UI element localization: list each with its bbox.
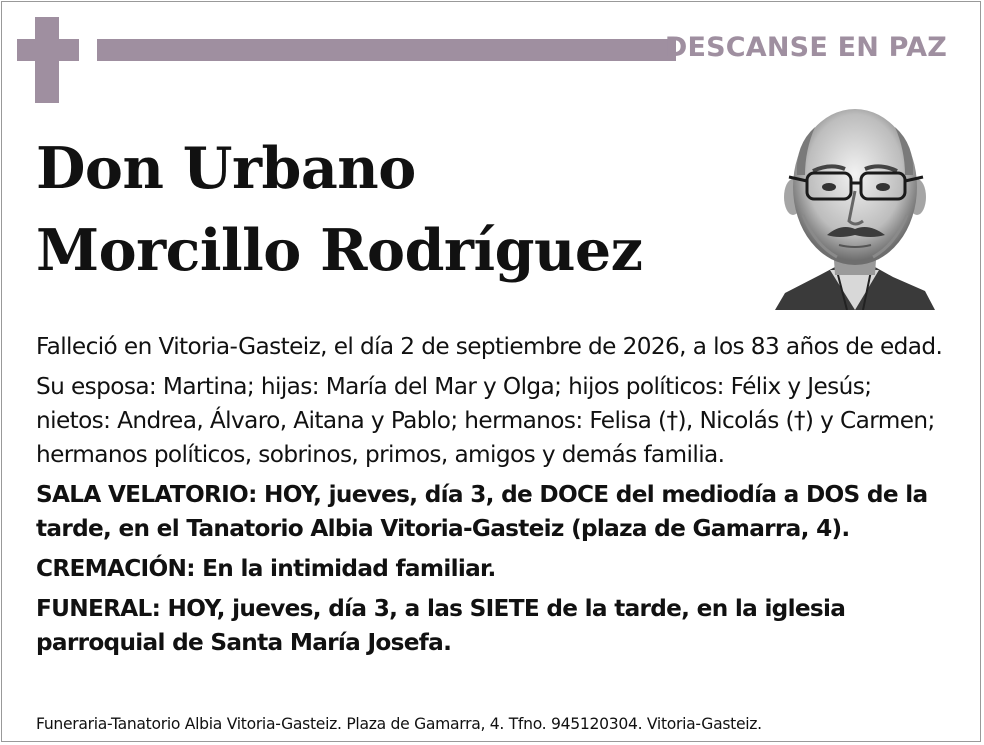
death-paragraph: Falleció en Vitoria-Gasteiz, el día 2 de septiembre de 2026, a los 83 años de edad. [36,333,943,360]
deceased-name [36,128,643,292]
notice-body [36,330,951,666]
footer-funeral-home: Funeraria-Tanatorio Albia Vitoria-Gasteiz. Plaza de Gamarra, 4. Tfno. 945120304. Vitoria-Gasteiz. [36,715,762,733]
header-title: DESCANSE EN PAZ [664,32,947,63]
cremation-paragraph: CREMACIÓN: En la intimidad familiar. [36,555,496,582]
family-paragraph: Su esposa: Martina; hijas: María del Mar y Olga; hijos políticos: Félix y Jesús; nietos: Andrea, Álvaro, Aitana y Pablo; hermanos: Felisa (†), Nicolás (†) y Carmen; hermanos políticos, sobrinos, primos, amigos y demás familia. [36,373,935,468]
wake-paragraph: SALA VELATORIO: HOY, jueves, día 3, de DOCE del mediodía a DOS de la tarde, en el Tanatorio Albia Vitoria-Gasteiz (plaza de Gamarra, 4). [36,481,928,542]
funeral-paragraph: FUNERAL: HOY, jueves, día 3, a las SIETE de la tarde, en la iglesia parroquial de Santa María Josefa. [36,595,846,656]
header-rule [97,39,676,61]
name-line-2: Morcillo Rodríguez [36,217,643,284]
name-line-1: Don Urbano [36,135,416,202]
portrait-photo [775,105,935,310]
